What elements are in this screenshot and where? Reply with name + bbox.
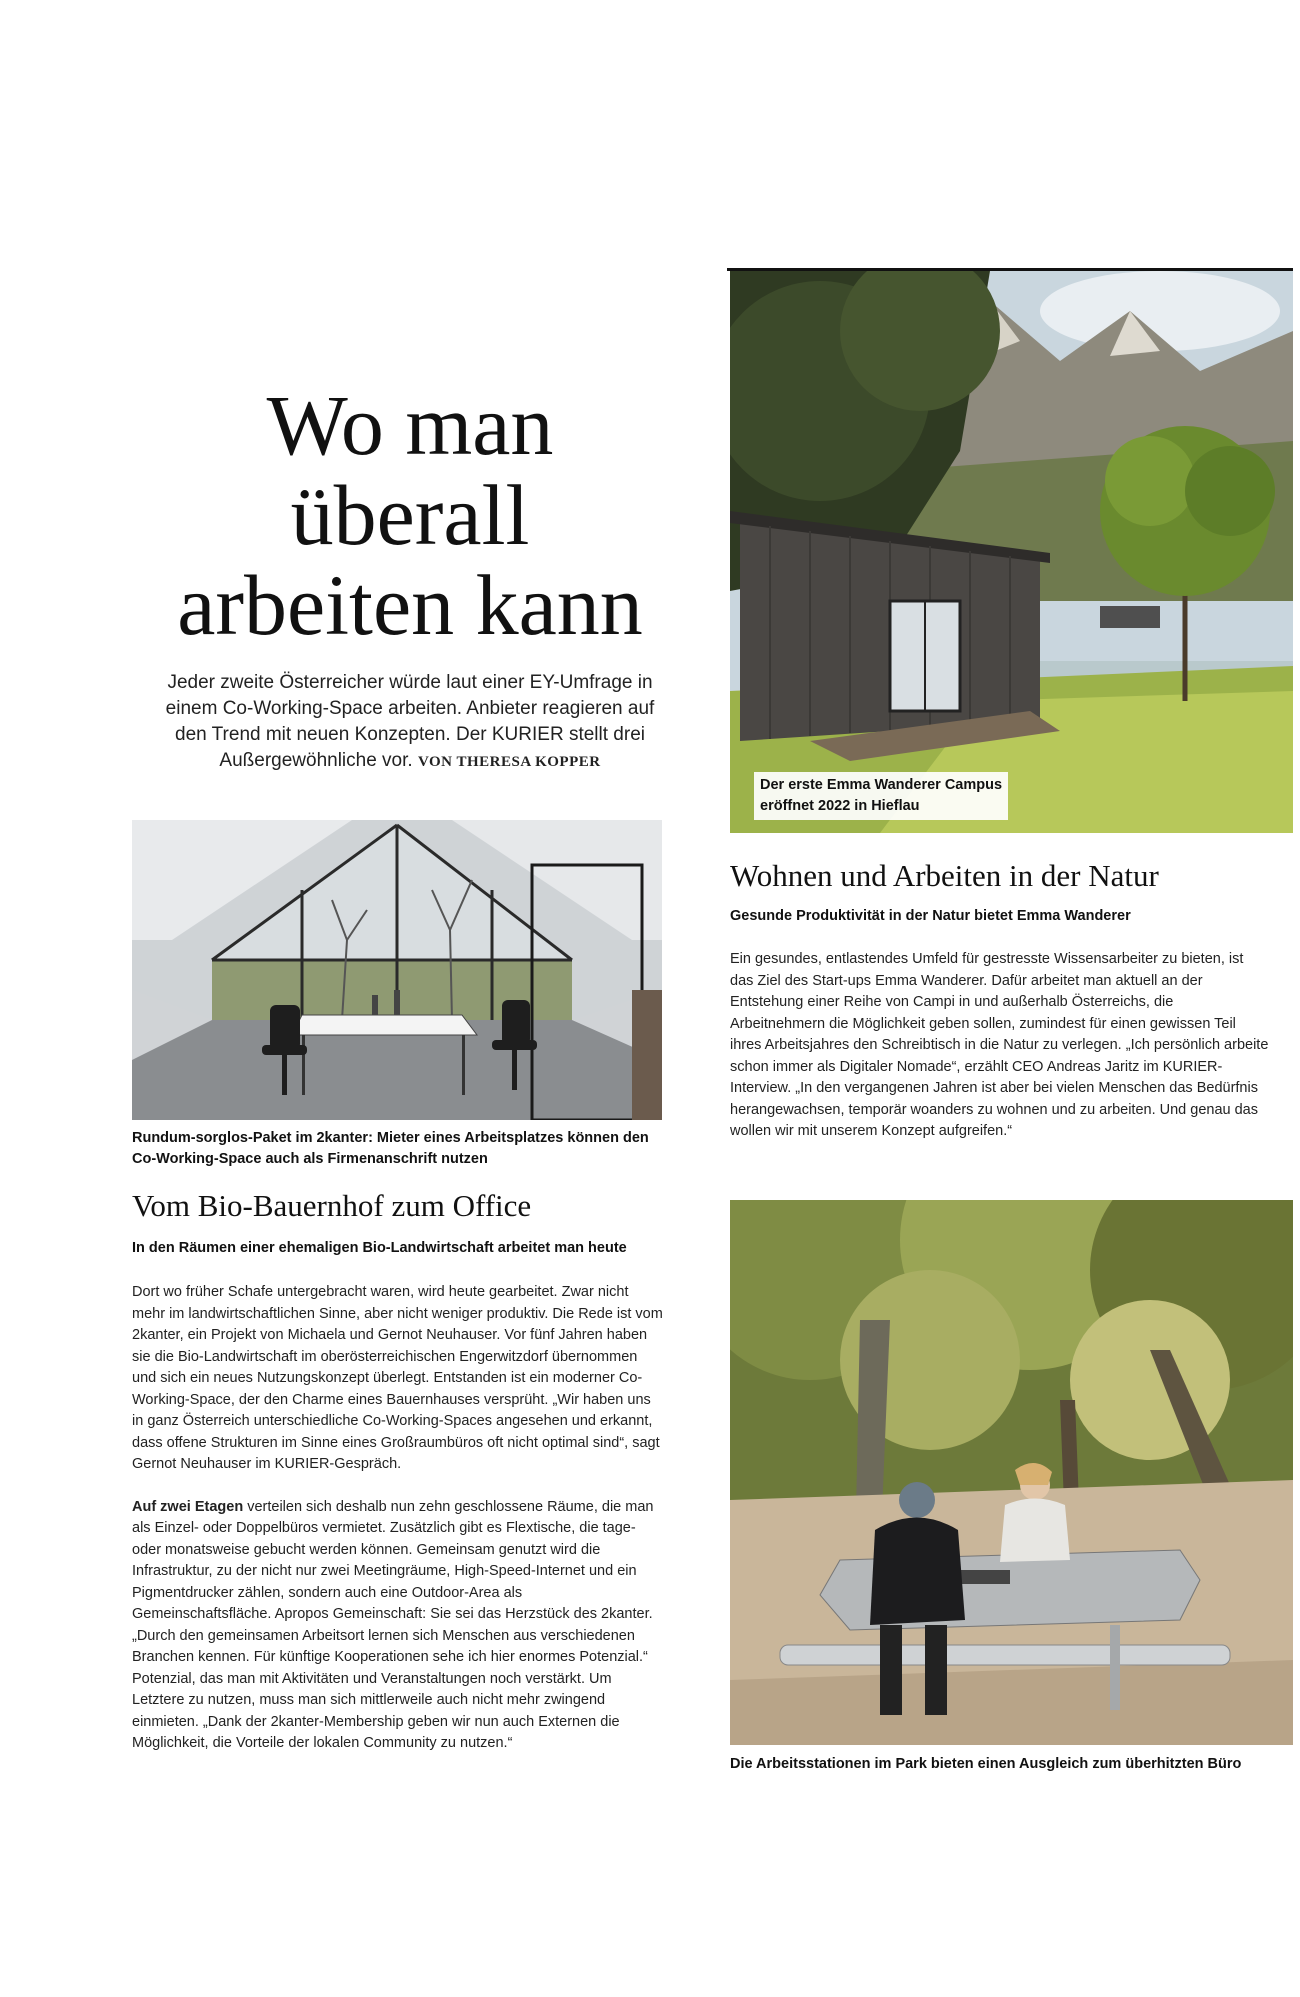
byline: VON THERESA KOPPER: [417, 754, 601, 770]
headline-line: überall: [290, 467, 530, 563]
photo-caption-2kanter: Rundum-sorglos-Paket im 2kanter: Mieter eines Arbeitsplatzes können den Co-Working-Space auch als Firmenanschrift nutzen: [132, 1130, 649, 1167]
article-body-2kanter: [132, 1282, 664, 1776]
section-subtitle-emma: Gesunde Produktivität in der Natur bietet Emma Wanderer: [730, 908, 1131, 924]
paragraph: Dort wo früher Schafe untergebracht waren, wird heute gearbeitet. Zwar nicht mehr im landwirtschaftlichen Sinne, aber nicht weniger produktiv. Die Rede ist vom 2kanter, ein Projekt von Michaela und Gernot Neuhauser. Vor fünf Jahren haben sie die Bio-Landwirtschaft im oberösterreichischen Engerwitzdorf übernommen und sich ein neues Nutzungskonzept überlegt. Entstanden ist ein moderner Co-Working-Space, der den Charme eines Bauernhauses versprüht. „Wir haben uns in ganz Österreich unterschiedliche Co-Working-Spaces angesehen und erkannt, dass offene Strukturen im Sinne eines Großraumbüros oft nicht optimal sind“, sagt Gernot Neuhauser im KURIER-Gespräch.: [132, 1284, 663, 1472]
caption-line: Der erste Emma Wanderer Campus: [760, 777, 1003, 793]
paragraph: [132, 1497, 664, 1755]
paragraph: Ein gesundes, entlastendes Umfeld für gestresste Wissensarbeiter zu bieten, ist das Ziel des Start-ups Emma Wanderer. Dafür arbeitet man aktuell an der Entstehung einer Reihe von Campi in und außerhalb Österreichs, die Arbeitnehmern die Möglichkeit geben sollen, zumindest für einen gewissen Teil ihres Arbeitsjahres den Schreibtisch in die Natur zu verlegen. „Ich persönlich arbeite schon immer als Digitaler Nomade“, erzählt CEO Andreas Jaritz im KURIER-Interview. „In den vergangenen Jahren ist aber bei vielen Menschen das Bedürfnis herangewachsen, temporär woanders zu wohnen und zu arbeiten. Und genau das wollen wir mit unserem Konzept aufgreifen.“: [730, 951, 1269, 1139]
headline-line: Wo man: [266, 377, 554, 473]
park-photo-caption: Die Arbeitsstationen im Park bieten einen Ausgleich zum überhitzten Büro: [730, 1756, 1242, 1772]
park-workstation-photo: [730, 1200, 1293, 1745]
article-headline: [110, 377, 710, 653]
section-title-2kanter: Vom Bio-Bauernhof zum Office: [132, 1188, 532, 1223]
section-title-emma: Wohnen und Arbeiten in der Natur: [730, 858, 1159, 893]
paragraph-lead-in: Auf zwei Etagen: [132, 1498, 244, 1515]
campus-photo: [730, 271, 1293, 833]
campus-photo-caption: [754, 772, 1008, 820]
lead-text: Jeder zweite Österreicher würde laut einer EY-Umfrage in einem Co-Working-Space arbeiten. Anbieter reagieren auf den Trend mit neuen Konzepten. Der KURIER stellt drei Außergewöhnliche vor.: [165, 672, 655, 771]
article-lead: [150, 670, 670, 775]
office-interior-photo: [132, 820, 662, 1120]
article-body-emma: [730, 949, 1270, 1164]
headline-line: arbeiten kann: [177, 557, 643, 653]
caption-line: eröffnet 2022 in Hieflau: [760, 798, 920, 814]
section-subtitle-2kanter: In den Räumen einer ehemaligen Bio-Landwirtschaft arbeitet man heute: [132, 1240, 627, 1256]
paragraph-text: verteilen sich deshalb nun zehn geschlossene Räume, die man als Einzel- oder Doppelbüros vermietet. Zusätzlich gibt es Flextische, die tage- oder monatsweise gebucht werden können. Gemeinsam genutzt wird die Infrastruktur, zu der nicht nur zwei Meetingräume, High-Speed-Internet und ein Pigmentdrucker zählen, sondern auch eine Outdoor-Area als Gemeinschaftsfläche. Apropos Gemeinschaft: Sie sei das Herzstück des 2kanter. „Durch den gemeinsamen Arbeitsort lernen sich Menschen aus verschiedenen Branchen kennen. Für künftige Kooperationen sehe ich hier enormes Potenzial.“ Potenzial, das man mit Aktivitäten und Veranstaltungen noch verstärkt. Um Letztere zu nutzen, muss man sich mittlerweile auch nicht mehr zwingend einmieten. „Dank der 2kanter-Membership geben wir nun auch Externen die Möglichkeit, die Vorteile der lokalen Community zu nutzen.“: [132, 1498, 654, 1751]
